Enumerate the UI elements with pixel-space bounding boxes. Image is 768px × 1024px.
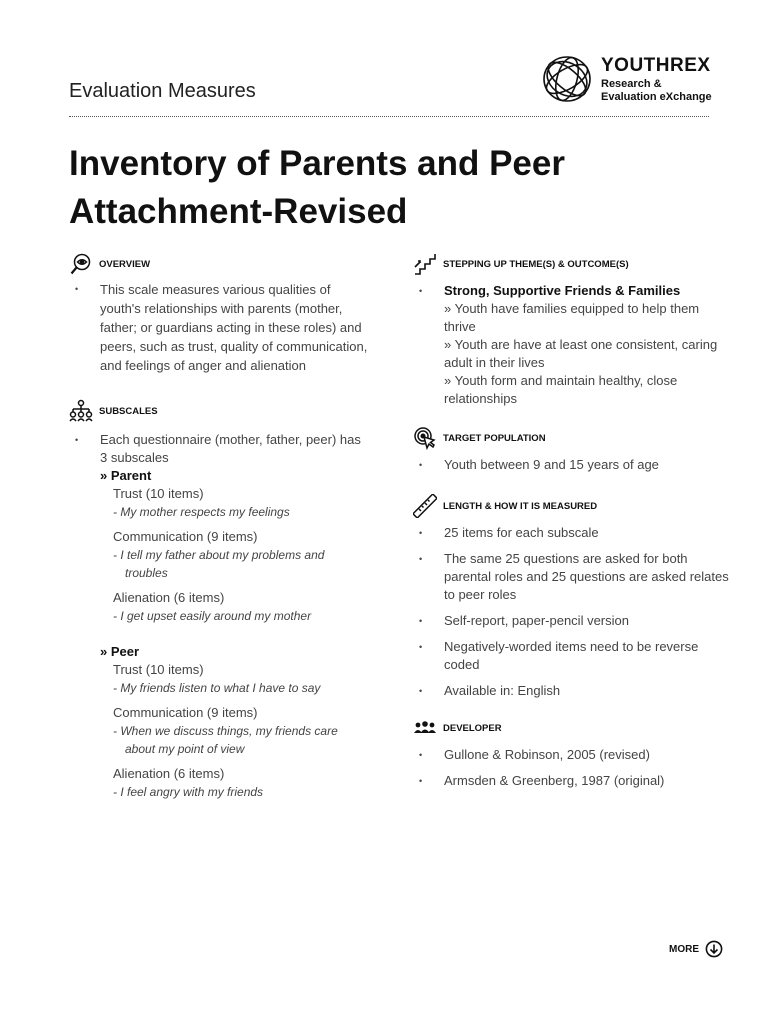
- peer-label: » Peer: [100, 644, 140, 659]
- people-icon: [413, 716, 437, 740]
- left-column: [69, 252, 369, 801]
- target-population-item: • Youth between 9 and 15 years of age: [413, 456, 733, 474]
- page-title: [69, 140, 709, 236]
- subscales-intro: • Each questionnaire (mother, father, peer) has 3 subscales: [100, 432, 361, 465]
- right-column: [413, 252, 733, 790]
- parent-communication: Communication (9 items): [113, 529, 258, 544]
- subscales-list: [69, 431, 369, 801]
- parent-trust: Trust (10 items): [113, 486, 204, 501]
- subscales-item: [69, 431, 369, 801]
- logo-name: YOUTHREX: [601, 55, 711, 76]
- target-click-icon: [413, 426, 437, 450]
- overview-label: OVERVIEW: [99, 258, 151, 270]
- peer-trust: Trust (10 items): [113, 662, 204, 677]
- stairs-icon: [413, 252, 437, 276]
- stepping-up-item: [413, 282, 733, 408]
- parent-alienation: Alienation (6 items): [113, 590, 225, 605]
- title-line-2: Attachment-Revised: [69, 192, 408, 231]
- developer-label: DEVELOPER: [443, 722, 502, 734]
- youthrex-logo: [541, 52, 721, 108]
- peer-group: [100, 643, 369, 801]
- target-population-heading: [413, 426, 733, 450]
- peer-alienation-example: - I feel angry with my friends: [113, 785, 264, 799]
- developer-item-2: • Armsden & Greenberg, 1987 (original): [413, 772, 733, 790]
- stepping-up-list: [413, 282, 733, 408]
- more-link[interactable]: [669, 940, 723, 958]
- logo-line-1: Research &: [601, 78, 662, 90]
- stepping-up-label: STEPPING UP THEME(S) & OUTCOME(S): [443, 258, 629, 270]
- subscales-heading: [69, 399, 369, 423]
- length-list: [413, 524, 733, 700]
- parent-label: » Parent: [100, 468, 152, 483]
- target-population-label: TARGET POPULATION: [443, 432, 546, 444]
- length-item-3: • Self-report, paper-pencil version: [413, 612, 733, 630]
- outcome-2: » Youth are have at least one consistent, caring adult in their lives: [444, 337, 718, 370]
- magnifier-eye-icon: [69, 252, 93, 276]
- overview-list: [69, 280, 369, 375]
- peer-trust-example: - My friends listen to what I have to say: [113, 681, 321, 695]
- org-chart-icon: [69, 399, 93, 423]
- ruler-icon: [413, 494, 437, 518]
- length-item-2: • The same 25 questions are asked for both parental roles and 25 questions are asked relates to peer roles: [413, 550, 733, 604]
- length-heading: [413, 494, 733, 518]
- outcome-1: » Youth have families equipped to help them thrive: [444, 301, 700, 334]
- arrow-down-circle-icon: [705, 940, 723, 958]
- developer-heading: [413, 716, 733, 740]
- parent-communication-example: - I tell my father about my problems and troubles: [113, 548, 325, 580]
- developer-item-1: • Gullone & Robinson, 2005 (revised): [413, 746, 733, 764]
- peer-communication-example: - When we discuss things, my friends care about my point of view: [113, 724, 338, 756]
- target-population-list: [413, 456, 733, 474]
- outcome-3: » Youth form and maintain healthy, close relationships: [444, 373, 678, 406]
- title-line-1: Inventory of Parents and Peer: [69, 144, 565, 183]
- stepping-up-theme: • Strong, Supportive Friends & Families: [444, 283, 681, 298]
- overview-heading: [69, 252, 369, 276]
- logo-globe-icon: [541, 52, 593, 106]
- header-kicker: Evaluation Measures: [69, 80, 256, 102]
- developer-list: [413, 746, 733, 790]
- more-label: MORE: [669, 943, 699, 955]
- header-divider: [69, 116, 709, 117]
- stepping-up-heading: [413, 252, 733, 276]
- length-item-4: • Negatively-worded items need to be reverse coded: [413, 638, 733, 674]
- peer-communication: Communication (9 items): [113, 705, 258, 720]
- logo-line-2: Evaluation eXchange: [601, 91, 712, 103]
- parent-group: [100, 467, 369, 625]
- length-label: LENGTH & HOW IT IS MEASURED: [443, 500, 598, 512]
- subscales-label: SUBSCALES: [99, 405, 158, 417]
- length-item-1: • 25 items for each subscale: [413, 524, 733, 542]
- length-item-5: • Available in: English: [413, 682, 733, 700]
- parent-trust-example: - My mother respects my feelings: [113, 505, 290, 519]
- parent-alienation-example: - I get upset easily around my mother: [113, 609, 312, 623]
- overview-text: • This scale measures various qualities of youth's relationships with parents (mother, father; or guardians acting in these roles) and peers, such as trust, quality of communication, and feelings of anger and alienation: [69, 280, 369, 375]
- peer-alienation: Alienation (6 items): [113, 766, 225, 781]
